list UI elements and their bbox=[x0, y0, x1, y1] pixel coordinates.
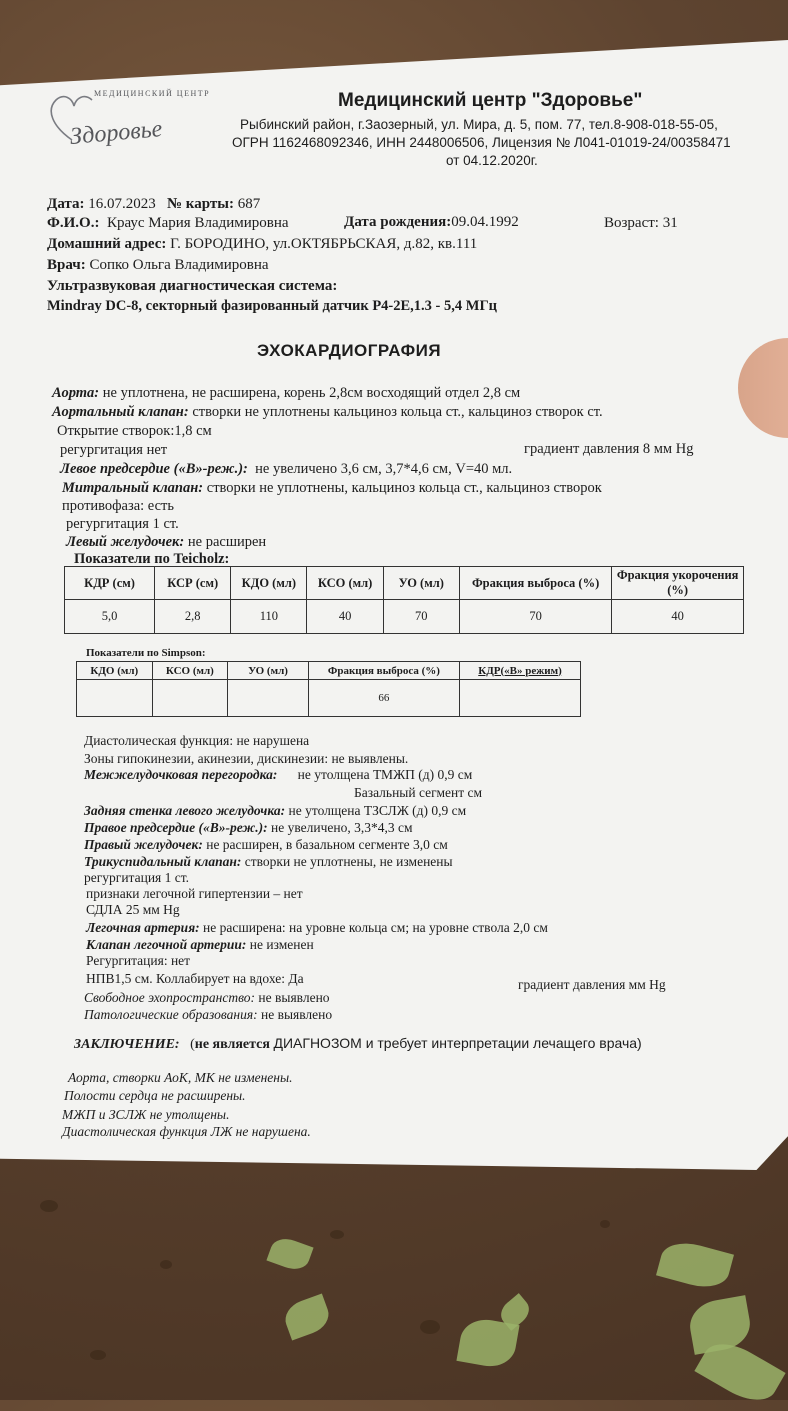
conclusion-line: Диастолическая функция ЛЖ не нарушена. bbox=[62, 1124, 311, 1139]
zones-row: Зоны гипокинезии, акинезии, дискинезии: не выявлены. bbox=[84, 751, 409, 766]
tricuspid-row: Трикуспидальный клапан: створки не уплотнены, не изменены bbox=[84, 854, 453, 869]
mitral-valve-row: Митральный клапан: створки не уплотнены, кальциноз кольца ст., кальциноз створок bbox=[62, 480, 602, 496]
patient-name: Краус Мария Владимировна bbox=[106, 215, 289, 231]
teicholz-table bbox=[64, 566, 744, 634]
left-atrium-row: Левое предсердие («В»-реж.): не увеличено 3,6 см, 3,7*4,6 см, V=40 мл. bbox=[60, 461, 513, 477]
simpson-cell bbox=[228, 680, 309, 717]
simpson-header: УО (мл) bbox=[228, 662, 309, 680]
teicholz-title: Показатели по Teicholz: bbox=[74, 551, 230, 567]
page-title: ЭХОКАРДИОГРАФИЯ bbox=[257, 341, 442, 360]
sdla-row: СДЛА 25 мм Hg bbox=[86, 902, 180, 917]
teicholz-cell: 40 bbox=[307, 600, 383, 634]
teicholz-cell: 40 bbox=[612, 600, 744, 634]
teicholz-header: Фракция выброса (%) bbox=[459, 567, 611, 600]
teicholz-cell: 110 bbox=[231, 600, 307, 634]
simpson-title: Показатели по Simpson: bbox=[86, 647, 206, 659]
teicholz-header: КДО (мл) bbox=[231, 567, 307, 600]
conclusion-line: МЖП и ЗСЛЖ не утолщены. bbox=[62, 1107, 230, 1122]
date-row: Дата: 16.07.2023 № карты: 687 bbox=[47, 196, 261, 212]
simpson-cell bbox=[460, 680, 581, 717]
doctor-row: Врач: Сопко Ольга Владимировна bbox=[47, 257, 269, 273]
logo-script-text: Здоровье bbox=[68, 116, 164, 150]
logo-small-text: МЕДИЦИНСКИЙ ЦЕНТР bbox=[94, 89, 211, 98]
regurgitation-tricuspid: регургитация 1 ст. bbox=[84, 870, 190, 885]
right-atrium-row: Правое предсердие («В»-реж.): не увеличено, 3,3*4,3 см bbox=[84, 820, 413, 835]
simpson-header: КДР(«В» режим) bbox=[460, 662, 581, 680]
teicholz-header: Фракция укорочения (%) bbox=[612, 567, 744, 600]
aorta-row: Аорта: не уплотнена, не расширена, корень 2,8см восходящий отдел 2,8 см bbox=[52, 385, 521, 401]
conclusion-heading: ЗАКЛЮЧЕНИЕ: (не является ДИАГНОЗОМ и требует интерпретации лечащего врача) bbox=[74, 1035, 642, 1052]
aortic-valve-row: Аортальный клапан: створки не уплотнены кальциноз кольца ст., кальциноз створок ст. bbox=[52, 404, 603, 420]
card-number: 687 bbox=[237, 196, 261, 212]
posterior-wall-row: Задняя стенка левого желудочка: не утолщена ТЗСЛЖ (д) 0,9 см bbox=[84, 803, 467, 818]
opening-row: Открытие створок:1,8 см bbox=[57, 423, 212, 439]
pulmonary-hypertension-row: признаки легочной гипертензии – нет bbox=[86, 886, 303, 901]
simpson-header: КСО (мл) bbox=[152, 662, 228, 680]
basal-row: Базальный сегмент см bbox=[354, 785, 483, 800]
simpson-table bbox=[76, 661, 581, 717]
org-address: Рыбинский район, г.Заозерный, ул. Мира, д. 5, пом. 77, тел.8-908-018-55-05, bbox=[240, 117, 718, 132]
system-value: Mindray DC-8, секторный фазированный датчик P4-2E,1.3 - 5,4 МГц bbox=[47, 298, 498, 314]
name-row: Ф.И.О.: Краус Мария Владимировна bbox=[47, 215, 289, 231]
diastolic-row: Диастолическая функция: не нарушена bbox=[84, 733, 310, 748]
conclusion-label: ЗАКЛЮЧЕНИЕ: bbox=[74, 1037, 180, 1052]
exam-date: 16.07.2023 bbox=[88, 196, 156, 212]
regurgitation-mitral: регургитация 1 ст. bbox=[66, 516, 179, 532]
conclusion-line: Аорта, створки АоК, МК не изменены. bbox=[68, 1070, 293, 1085]
simpson-header: Фракция выброса (%) bbox=[308, 662, 459, 680]
simpson-cell bbox=[152, 680, 228, 717]
teicholz-header: КСО (мл) bbox=[307, 567, 383, 600]
pulmonary-valve-row: Клапан легочной артерии: не изменен bbox=[86, 937, 314, 952]
free-space-row: Свободное эхопространство: не выявлено bbox=[84, 990, 330, 1005]
doctor-name: Сопко Ольга Владимировна bbox=[89, 257, 269, 273]
age-row: Возраст: 31 bbox=[604, 215, 678, 231]
antiphase-row: противофаза: есть bbox=[62, 498, 174, 514]
pulmonary-artery-row: Легочная артерия: не расширена: на уровне кольца см; на уровне ствола 2,0 см bbox=[86, 920, 548, 935]
teicholz-cell: 70 bbox=[459, 600, 611, 634]
gradient-pulmonary: градиент давления мм Hg bbox=[518, 977, 666, 992]
right-ventricle-row: Правый желудочек: не расширен, в базальном сегменте 3,0 см bbox=[84, 837, 448, 852]
conclusion-line: Полости сердца не расширены. bbox=[64, 1088, 246, 1103]
org-name: Медицинский центр "Здоровье" bbox=[338, 90, 643, 111]
teicholz-cell: 5,0 bbox=[65, 600, 155, 634]
simpson-header: КДО (мл) bbox=[77, 662, 153, 680]
left-ventricle-row: Левый желудочек: не расширен bbox=[66, 534, 267, 550]
system-label: Ультразвуковая диагностическая система: bbox=[47, 278, 338, 294]
birth-row: Дата рождения:09.04.1992 bbox=[344, 214, 519, 230]
simpson-cell bbox=[77, 680, 153, 717]
age-value: 31 bbox=[662, 215, 678, 231]
simpson-cell: 66 bbox=[308, 680, 459, 717]
birth-date: 09.04.1992 bbox=[451, 214, 519, 230]
teicholz-cell: 70 bbox=[383, 600, 459, 634]
org-license: ОГРН 1162468092346, ИНН 2448006506, Лицензия № Л041-01019-24/00358471 bbox=[232, 135, 731, 150]
ivc-row: НПВ1,5 см. Коллабирует на вдохе: Да bbox=[86, 971, 304, 986]
teicholz-header: УО (мл) bbox=[383, 567, 459, 600]
license-date: от 04.12.2020г. bbox=[446, 153, 538, 168]
pathology-row: Патологические образования: не выявлено bbox=[84, 1007, 333, 1022]
teicholz-header: КСР (см) bbox=[155, 567, 231, 600]
regurgitation-aortic: регургитация нет bbox=[60, 442, 168, 458]
regurgitation-pulmonary: Регургитация: нет bbox=[86, 953, 191, 968]
teicholz-cell: 2,8 bbox=[155, 600, 231, 634]
address-row: Домашний адрес: Г. БОРОДИНО, ул.ОКТЯБРЬСКАЯ, д.82, кв.111 bbox=[47, 236, 478, 252]
home-address: Г. БОРОДИНО, ул.ОКТЯБРЬСКАЯ, д.82, кв.111 bbox=[170, 236, 478, 252]
teicholz-header: КДР (см) bbox=[65, 567, 155, 600]
gradient-aortic: градиент давления 8 мм Hg bbox=[524, 441, 694, 457]
ivs-row: Межжелудочковая перегородка: не утолщена ТМЖП (д) 0,9 см bbox=[84, 767, 473, 782]
